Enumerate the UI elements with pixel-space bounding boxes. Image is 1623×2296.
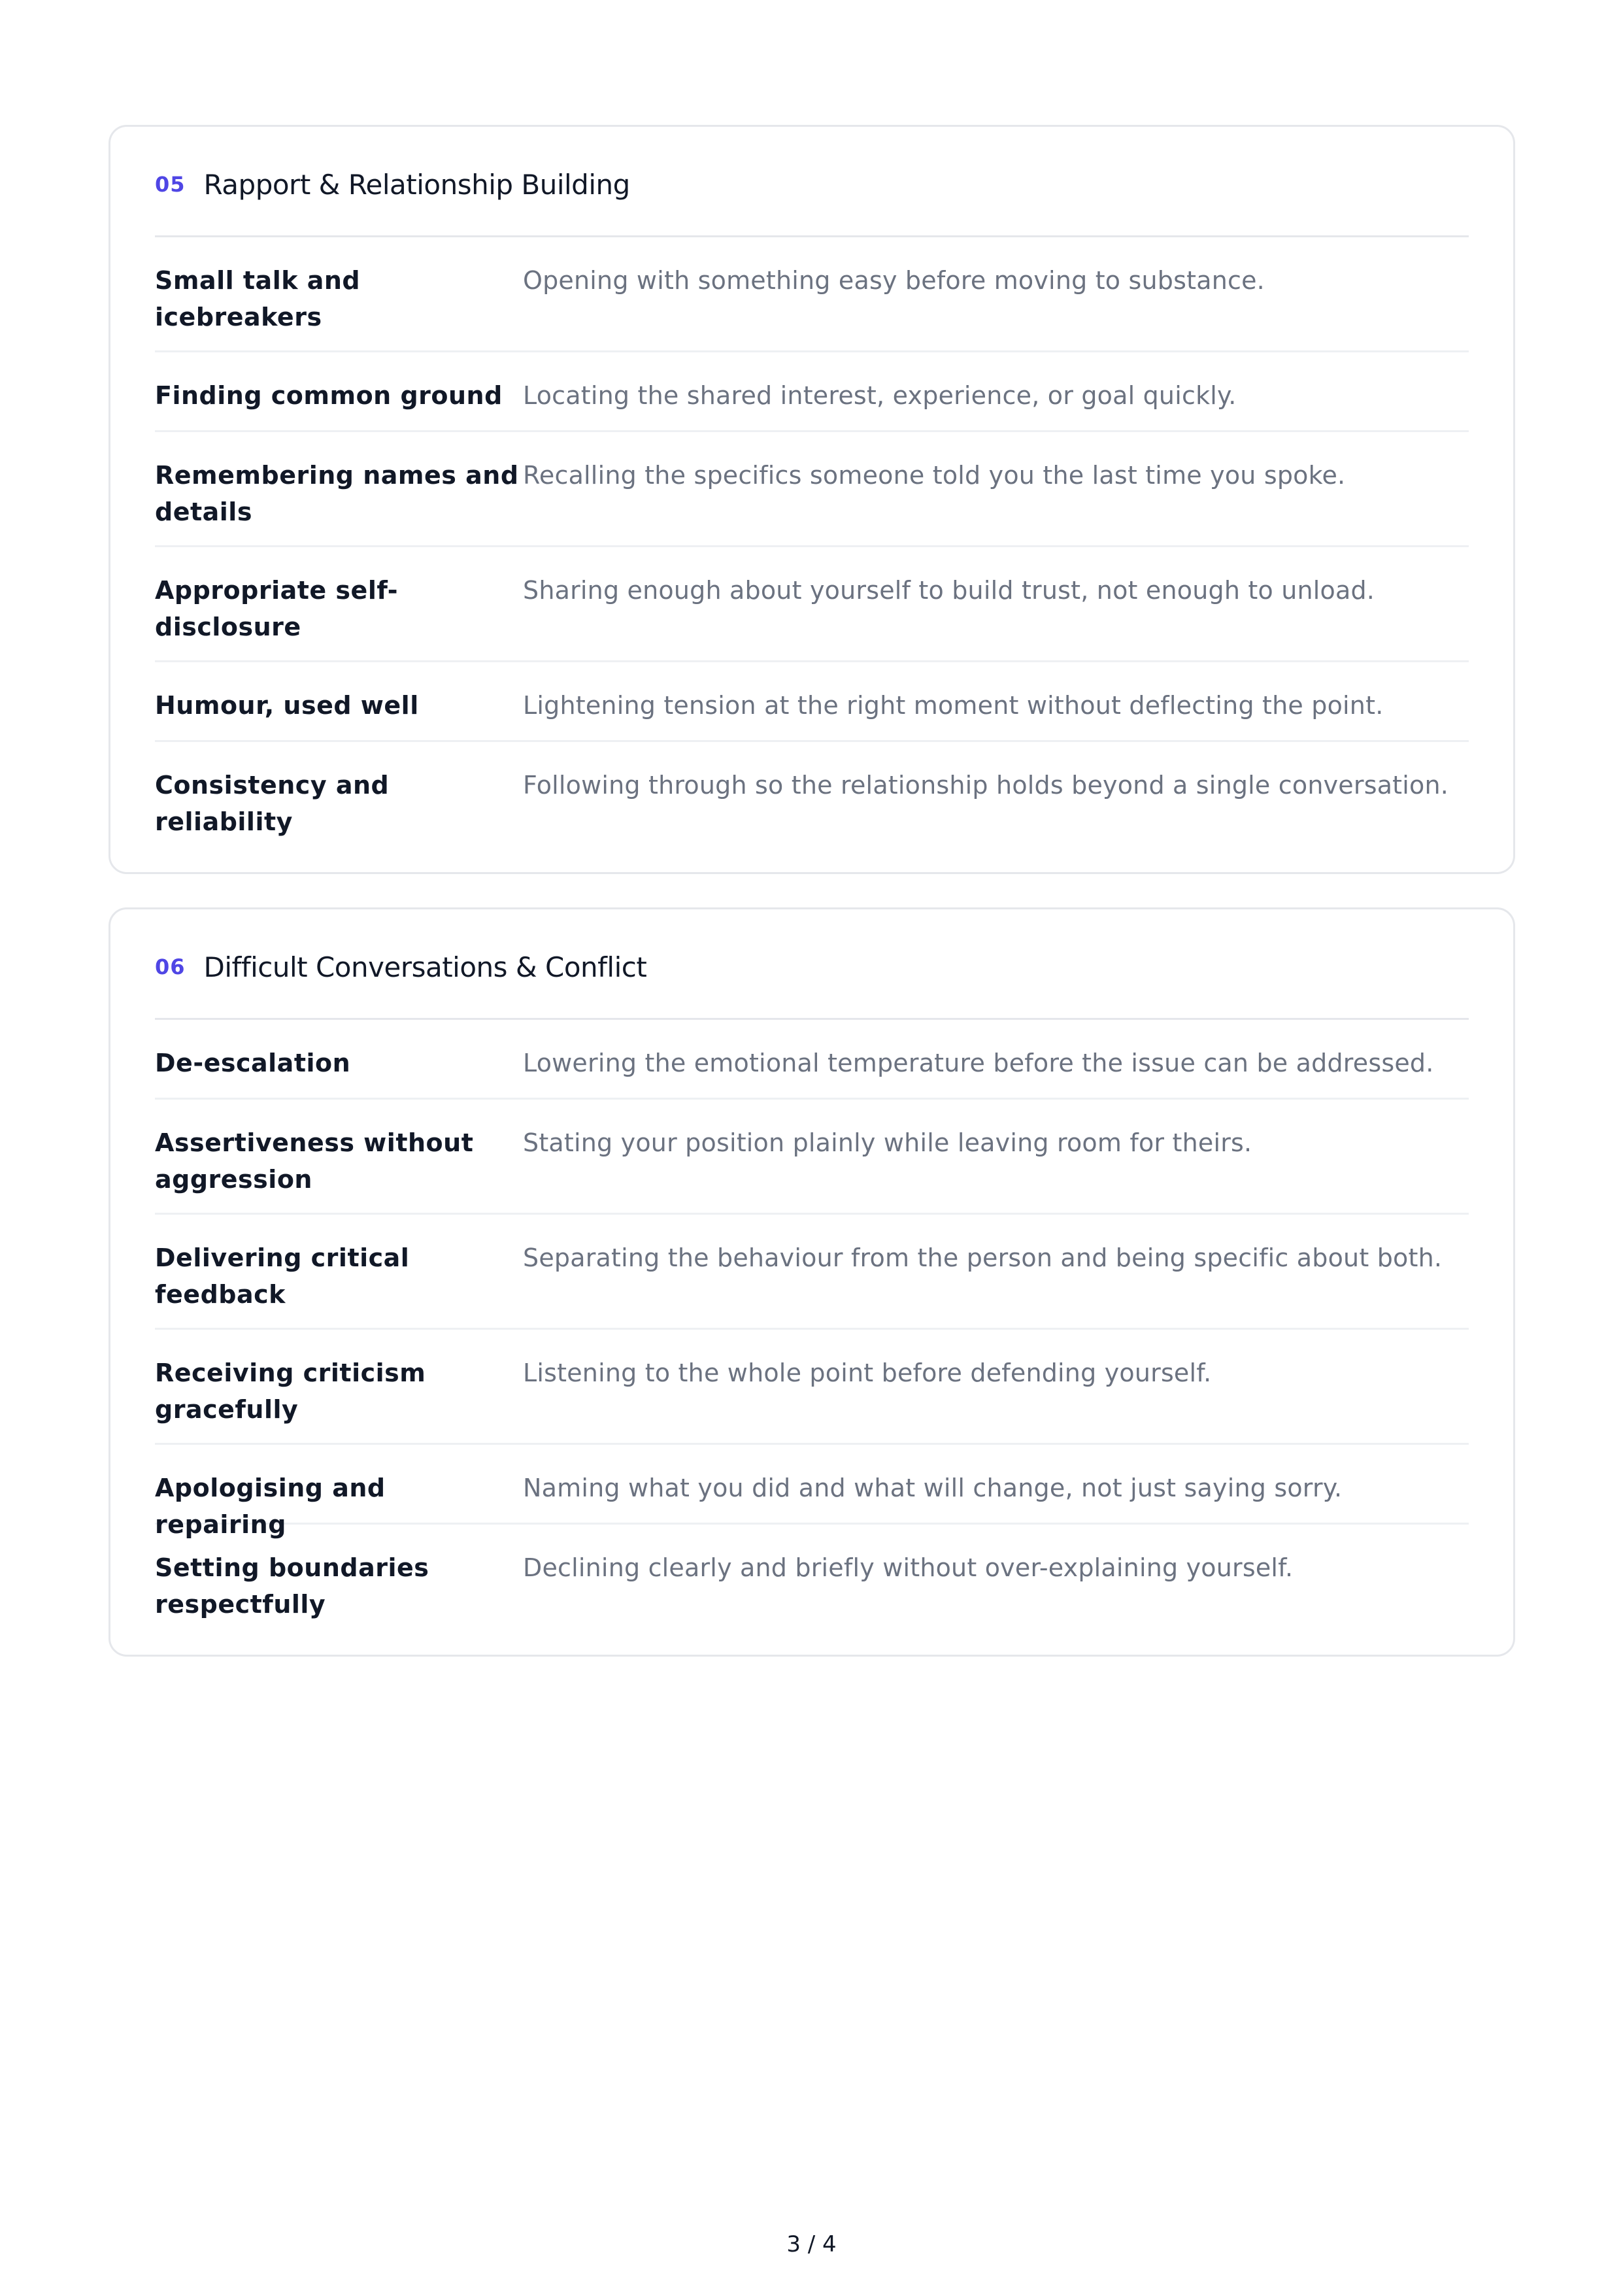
skill-row <box>155 352 1469 432</box>
skill-row <box>155 547 1469 662</box>
section-title: Rapport & Relationship Building <box>203 168 630 201</box>
skill-description: Stating your position plainly while leaving room for theirs. <box>523 1128 1252 1157</box>
skill-description: Naming what you did and what will change, not just saying sorry. <box>523 1474 1343 1502</box>
skill-term: Receiving criticism gracefully <box>155 1359 426 1424</box>
skill-row <box>155 1020 1469 1100</box>
skill-description: Locating the shared interest, experience, or goal quickly. <box>523 381 1237 410</box>
page-number: 3 / 4 <box>786 2231 837 2257</box>
section-header <box>155 127 1469 237</box>
section-number: 06 <box>155 954 186 979</box>
skill-row <box>155 1100 1469 1215</box>
skill-row <box>155 1215 1469 1330</box>
section-title: Difficult Conversations & Conflict <box>203 951 647 983</box>
skill-row <box>155 432 1469 547</box>
skill-description: Declining clearly and briefly without over-explaining yourself. <box>523 1553 1294 1582</box>
skill-description: Lowering the emotional temperature before the issue can be addressed. <box>523 1049 1434 1077</box>
section-card-rapport <box>109 125 1515 874</box>
skill-description: Separating the behaviour from the person and being specific about both. <box>523 1243 1443 1272</box>
skill-term: Small talk and icebreakers <box>155 266 361 331</box>
skill-term: Remembering names and details <box>155 461 519 526</box>
skill-term: Apologising and repairing <box>155 1474 386 1539</box>
skill-list <box>155 1020 1469 1624</box>
skill-term: De-escalation <box>155 1049 351 1077</box>
skill-description: Following through so the relationship holds beyond a single conversation. <box>523 771 1449 800</box>
skill-term: Consistency and reliability <box>155 771 390 836</box>
skill-description: Recalling the specifics someone told you the last time you spoke. <box>523 461 1346 490</box>
skill-row <box>155 1525 1469 1624</box>
section-card-difficult-conversations <box>109 907 1515 1657</box>
skill-description: Listening to the whole point before defending yourself. <box>523 1359 1212 1387</box>
skill-term: Assertiveness without aggression <box>155 1128 474 1194</box>
skill-term: Appropriate self-disclosure <box>155 576 398 641</box>
skill-row <box>155 1445 1469 1539</box>
skill-term: Finding common ground <box>155 381 503 410</box>
skill-description: Sharing enough about yourself to build trust, not enough to unload. <box>523 576 1375 605</box>
skill-term: Setting boundaries respectfully <box>155 1553 429 1619</box>
skill-description: Lightening tension at the right moment without deflecting the point. <box>523 691 1384 720</box>
skill-row <box>155 662 1469 742</box>
skill-row <box>155 237 1469 352</box>
skill-list <box>155 237 1469 841</box>
section-header <box>155 909 1469 1020</box>
skill-description: Opening with something easy before moving to substance. <box>523 266 1265 295</box>
section-number: 05 <box>155 172 186 197</box>
skill-term: Humour, used well <box>155 691 419 720</box>
skill-row <box>155 1330 1469 1445</box>
skill-row <box>155 742 1469 841</box>
skill-term: Delivering critical feedback <box>155 1243 410 1309</box>
